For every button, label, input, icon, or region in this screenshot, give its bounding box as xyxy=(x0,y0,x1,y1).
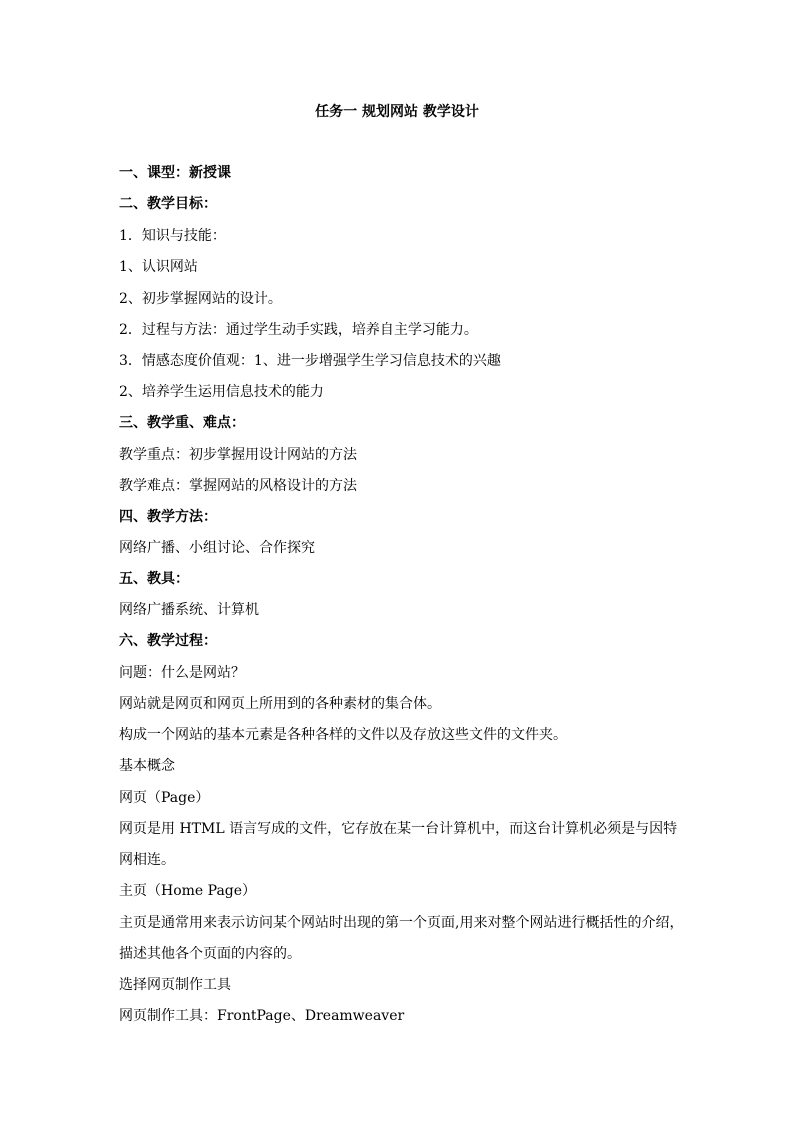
section-heading-methods: 四、教学方法： xyxy=(119,509,217,525)
text-line: 问题：什么是网站？ xyxy=(119,665,245,681)
text-line: 基本概念 xyxy=(119,758,175,774)
text-line: 3．情感态度价值观：1、进一步增强学生学习信息技术的兴趣 xyxy=(119,353,501,369)
section-heading-objectives: 二、教学目标： xyxy=(119,196,217,212)
text-line: 主页（Home Page） xyxy=(119,883,257,899)
text-line: 2、初步掌握网站的设计。 xyxy=(119,291,282,307)
text-line: 1、认识网站 xyxy=(119,259,198,275)
document-title: 任务一 规划网站 教学设计 xyxy=(315,104,479,120)
section-heading-lesson-type: 一、课型：新授课 xyxy=(119,165,231,181)
section-heading-tools: 五、教具： xyxy=(119,571,189,587)
text-line: 网页是用 HTML 语言写成的文件，它存放在某一台计算机中，而这台计算机必须是与因特 xyxy=(119,821,678,837)
text-line: 选择网页制作工具 xyxy=(119,977,231,993)
text-line: 描述其他各个页面的内容的。 xyxy=(119,946,301,962)
text-line: 网络广播系统、计算机 xyxy=(119,602,259,618)
text-line: 主页是通常用来表示访问某个网站时出现的第一个页面,用来对整个网站进行概括性的介绍， xyxy=(119,915,684,931)
text-line: 网页制作工具：FrontPage、Dreamweaver xyxy=(119,1008,405,1024)
text-line: 教学重点：初步掌握用设计网站的方法 xyxy=(119,447,357,463)
text-line: 网页（Page） xyxy=(119,790,210,806)
section-heading-process: 六、教学过程： xyxy=(119,633,217,649)
text-line: 2．过程与方法：通过学生动手实践，培养自主学习能力。 xyxy=(119,322,478,338)
section-heading-key-points: 三、教学重、难点： xyxy=(119,415,245,431)
text-line: 网络广播、小组讨论、合作探究 xyxy=(119,540,315,556)
text-line: 网相连。 xyxy=(119,852,175,868)
text-line: 构成一个网站的基本元素是各种各样的文件以及存放这些文件的文件夹。 xyxy=(119,727,567,743)
text-line: 教学难点：掌握网站的风格设计的方法 xyxy=(119,478,357,494)
text-line: 1．知识与技能： xyxy=(119,228,226,244)
text-line: 2、培养学生运用信息技术的能力 xyxy=(119,384,324,400)
text-line: 网站就是网页和网页上所用到的各种素材的集合体。 xyxy=(119,696,441,712)
